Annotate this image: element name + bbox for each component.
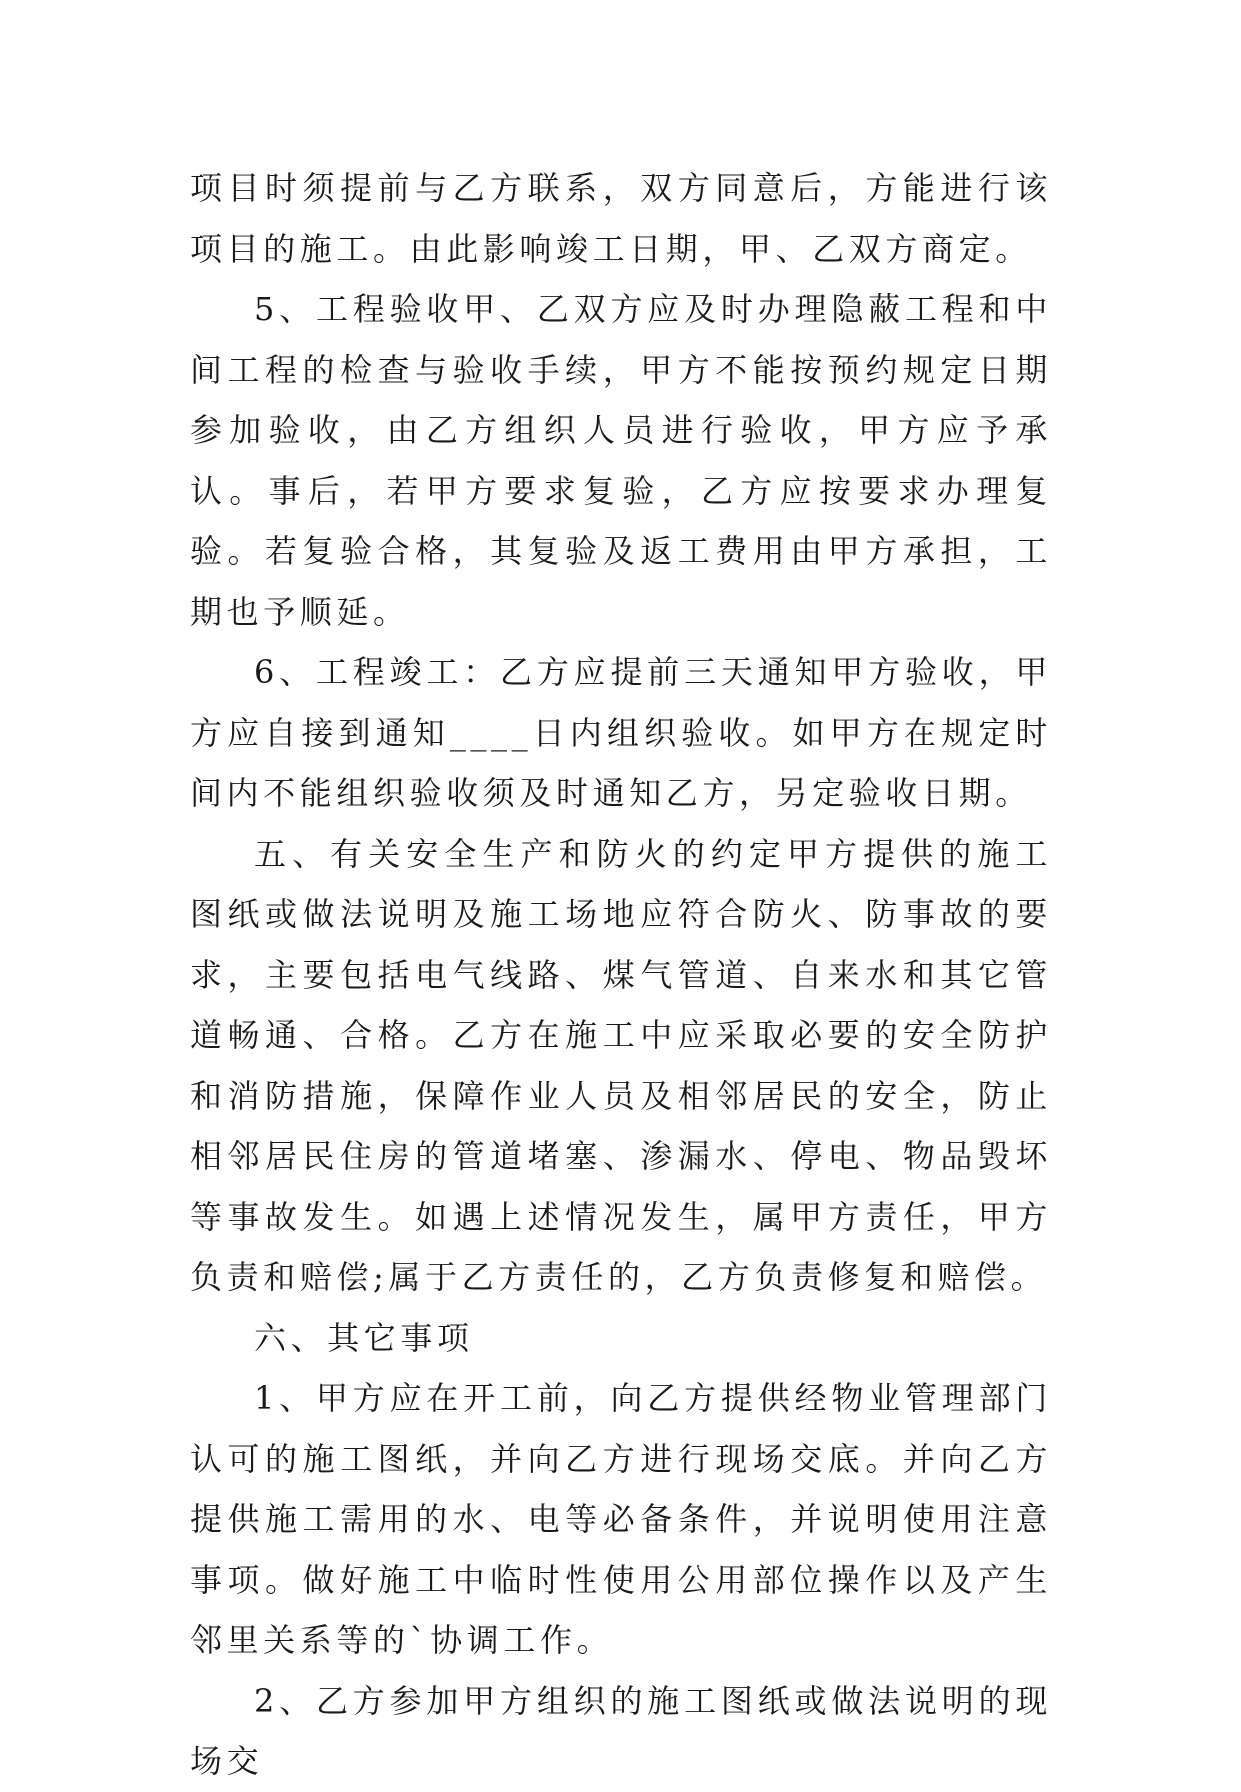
- paragraph-item-1: 1、甲方应在开工前，向乙方提供经物业管理部门认可的施工图纸，并向乙方进行现场交底。并向乙方提供施工需用的水、电等必备条件，并说明使用注意事项。做好施工中临时性使用公用部位操作以及产生邻里关系等的`协调工作。: [190, 1379, 1052, 1659]
- paragraph-clause-6-completion: 6、工程竣工：乙方应提前三天通知甲方验收，甲方应自接到通知____日内组织验收。如甲方在规定时间内不能组织验收须及时通知乙方，另定验收日期。: [190, 653, 1052, 812]
- document-body: [190, 158, 1052, 1792]
- paragraph-clause-5-acceptance: 5、工程验收甲、乙双方应及时办理隐蔽工程和中间工程的检查与验收手续，甲方不能按预约规定日期参加验收，由乙方组织人员进行验收，甲方应予承认。事后，若甲方要求复验，乙方应按要求办理复验。若复验合格，其复验及返工费用由甲方承担，工期也予顺延。: [190, 290, 1052, 631]
- paragraph-section-5-safety: 五、有关安全生产和防火的约定甲方提供的施工图纸或做法说明及施工场地应符合防火、防事故的要求，主要包括电气线路、煤气管道、自来水和其它管道畅通、合格。乙方在施工中应采取必要的安全防护和消防措施，保障作业人员及相邻居民的安全，防止相邻居民住房的管道堵塞、渗漏水、停电、物品毁坏等事故发生。如遇上述情况发生，属甲方责任，甲方负责和赔偿;属于乙方责任的，乙方负责修复和赔偿。: [190, 834, 1052, 1296]
- paragraph-item-2: 2、乙方参加甲方组织的施工图纸或做法说明的现场交: [190, 1681, 1052, 1780]
- paragraph-continuation: 项目时须提前与乙方联系，双方同意后，方能进行该项目的施工。由此影响竣工日期，甲、乙双方商定。: [190, 169, 1052, 268]
- heading-section-6-other: 六、其它事项: [254, 1318, 474, 1357]
